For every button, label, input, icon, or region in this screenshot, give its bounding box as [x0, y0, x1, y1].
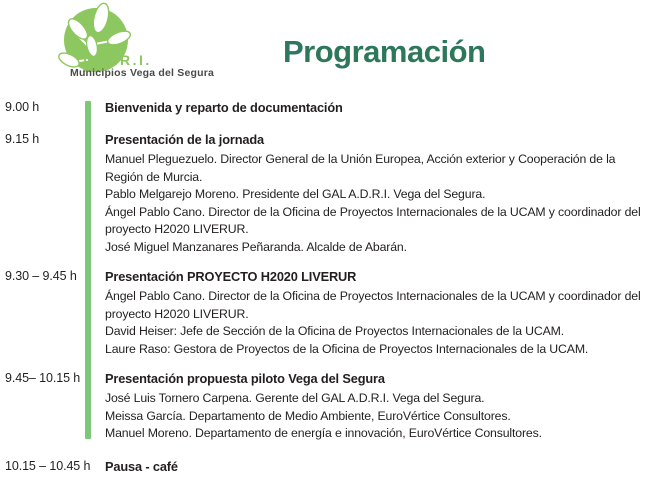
speaker-line: David Heiser: Jefe de Sección de la Oficina de Proyectos Internacionales de la UCAM. [105, 324, 565, 338]
session-content [105, 370, 650, 443]
schedule-row [0, 268, 650, 358]
session-content [105, 268, 650, 358]
session-title: Presentación de la jornada [105, 132, 264, 147]
session-title: Presentación propuesta piloto Vega del Segura [105, 371, 385, 386]
schedule-row [0, 99, 650, 119]
speaker-line: Laure Raso: Gestora de Proyectos de la Oficina de Proyectos Internacionales de la UCAM. [105, 341, 589, 356]
session-title: Pausa - café [105, 458, 178, 474]
speaker-line: José Miguel Manzanares Peñaranda. Alcalde de Abarán. [105, 239, 407, 254]
session-title: Presentación PROYECTO H2020 LIVERUR [105, 269, 357, 284]
session-content [105, 458, 650, 478]
speaker-line: Meissa García. Departamento de Medio Ambiente, EuroVértice Consultores. [105, 408, 511, 423]
schedule-main-block [0, 99, 650, 443]
logo-subtitle: Municipios Vega del Segura [70, 67, 215, 79]
speaker-line: Ángel Pablo Cano. Director de la Oficina de Proyectos Internacionales de la UCAM y coordinador del proyecto H2020 LIVERUR. [105, 289, 641, 321]
session-time: 10.15 – 10.45 h [5, 458, 91, 473]
logo-acronym: A.D.R.I. [82, 52, 152, 68]
document-header [0, 0, 650, 95]
session-time: 9.30 – 9.45 h [5, 269, 77, 283]
session-content [105, 99, 650, 119]
session-content [105, 131, 650, 256]
speaker-line: Manuel Pleguezuelo. Director General de la Unión Europea, Acción exterior y Cooperación de la Región de Murcia. [105, 152, 616, 184]
speaker-line: Manuel Moreno. Departamento de energía e innovación, EuroVértice Consultores. [105, 426, 542, 440]
schedule-row [0, 370, 650, 443]
timeline-accent-bar [85, 101, 91, 439]
schedule-row [0, 131, 650, 256]
speaker-line: Ángel Pablo Cano. Director de la Oficina de Proyectos Internacionales de la UCAM y coordinador del proyecto H2020 LIVERUR. [105, 204, 641, 236]
page-title: Programación [283, 34, 486, 69]
speaker-line: José Luis Tornero Carpena. Gerente del GAL A.D.R.I. Vega del Segura. [105, 391, 485, 405]
session-time: 9.00 h [5, 100, 40, 114]
session-title: Bienvenida y reparto de documentación [105, 100, 343, 115]
session-time: 9.45– 10.15 h [5, 371, 81, 385]
session-time: 9.15 h [5, 132, 40, 146]
speaker-line: Pablo Melgarejo Moreno. Presidente del GAL A.D.R.I. Vega del Segura. [105, 187, 486, 201]
schedule-row [0, 458, 650, 478]
schedule [0, 95, 650, 478]
